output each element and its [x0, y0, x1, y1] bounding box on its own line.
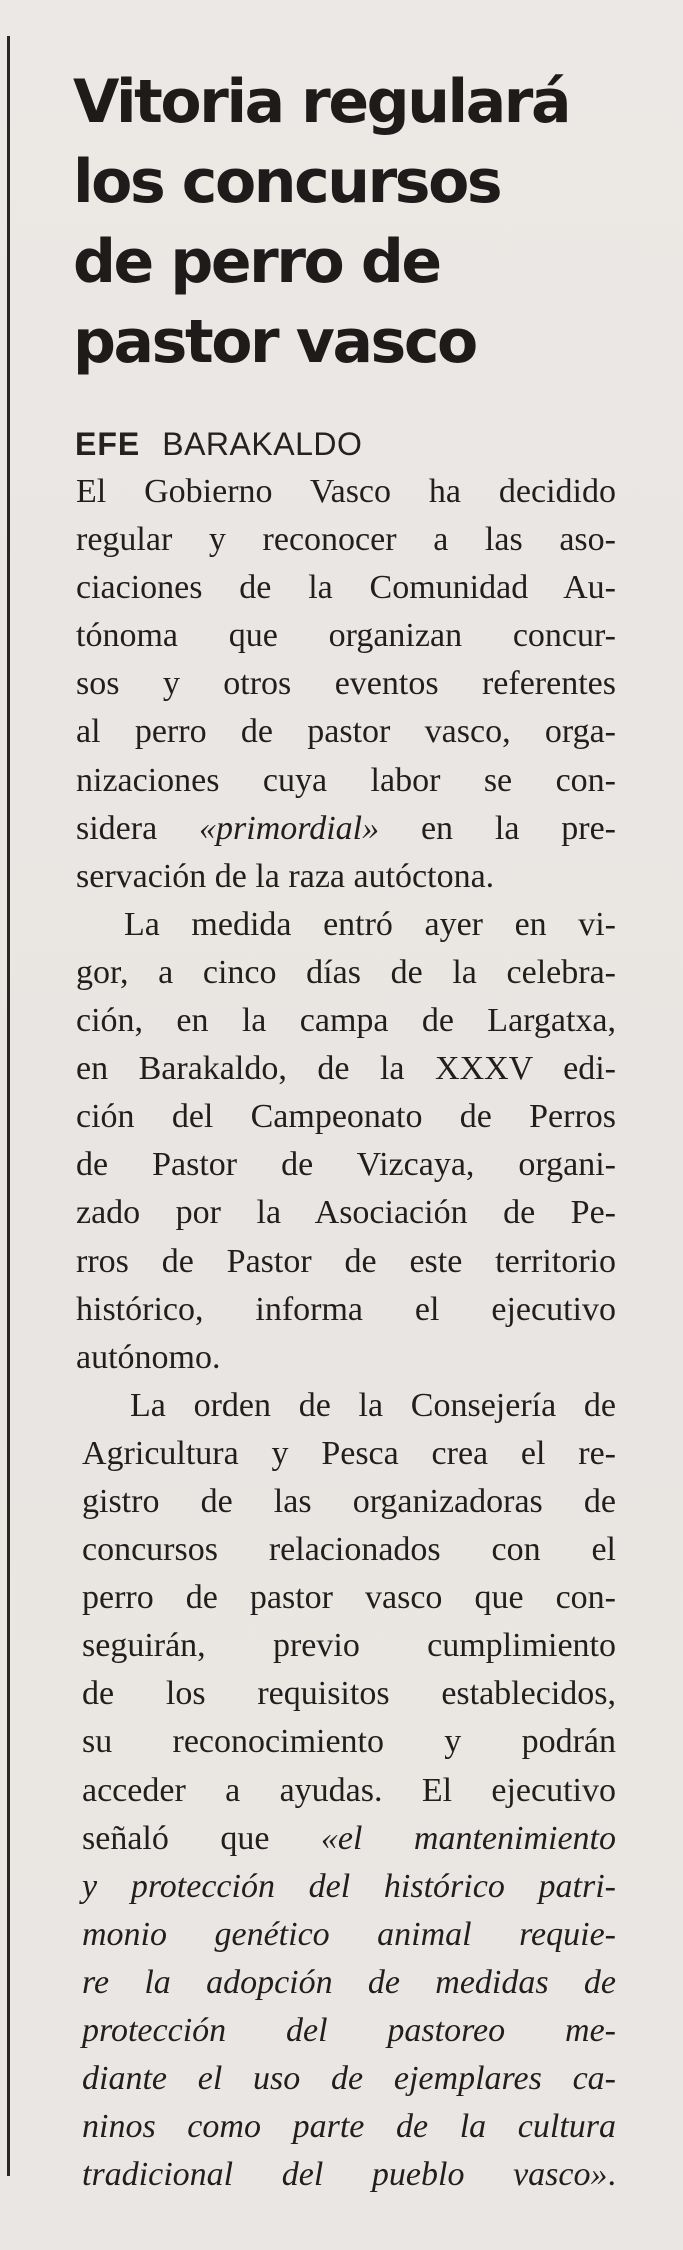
text-line: ción, en la campa de Largatxa, — [76, 1002, 616, 1040]
text-line: nizaciones cuya labor se con- — [76, 761, 616, 799]
text-line: rros de Pastor de este territorio — [76, 1242, 616, 1280]
text-line: histórico, informa el ejecutivo — [76, 1290, 616, 1328]
text-line: gor, a cinco días de la celebra- — [76, 953, 616, 991]
text-line: La orden de la Consejería de — [130, 1386, 616, 1424]
text-line: de los requisitos establecidos, — [82, 1675, 616, 1713]
text-line: concursos relacionados con el — [82, 1531, 616, 1569]
headline-line: Vitoria regulará — [73, 67, 570, 137]
text-line: re la adopción de medidas de — [82, 1963, 616, 2001]
headline-line: pastor vasco — [73, 307, 476, 377]
headline-line: los concursos — [73, 147, 501, 217]
text-line: su reconocimiento y podrán — [82, 1723, 616, 1761]
quote-italic: «primordial» — [199, 809, 380, 847]
headline — [73, 62, 653, 382]
text-line: ción del Campeonato de Perros — [76, 1098, 616, 1136]
paragraph — [76, 901, 616, 1382]
text-line — [82, 2151, 616, 2199]
text-line: gistro de las organizadoras de — [82, 1482, 616, 1520]
text-line: El Gobierno Vasco ha decidido — [76, 473, 616, 510]
text-line: al perro de pastor vasco, orga- — [76, 713, 616, 751]
text-line: La medida entró ayer en vi- — [124, 905, 616, 943]
text-line: seguirán, previo cumplimiento — [82, 1627, 616, 1665]
text-line: protección del pastoreo me- — [82, 2012, 616, 2049]
text-line: perro de pastor vasco que con- — [82, 1579, 616, 1617]
text-line: ciaciones de la Comunidad Au- — [76, 569, 616, 607]
text-line: de Pastor de Vizcaya, organi- — [76, 1146, 616, 1184]
column-rule — [7, 36, 10, 2176]
text-segment: en la pre- — [420, 809, 617, 847]
paragraph — [76, 468, 616, 901]
headline-line: de perro de — [73, 227, 440, 297]
text-segment: sidera — [76, 809, 158, 847]
dateline-location: BARAKALDO — [162, 426, 363, 462]
text-line: tónoma que organizan concur- — [76, 617, 616, 655]
text-line: diante el uso de ejemplares ca- — [82, 2060, 616, 2098]
quote-italic: «el mantenimiento — [320, 1819, 617, 1857]
paragraph — [76, 1382, 616, 2200]
text-line: en Barakaldo, de la XXXV edi- — [76, 1050, 616, 1088]
text-line: y protección del histórico patri- — [82, 1867, 616, 1905]
text-segment: señaló que — [82, 1819, 270, 1857]
text-line: autónomo. — [76, 1338, 221, 1376]
text-line: regular y reconocer a las aso- — [76, 521, 616, 559]
text-line: ninos como parte de la cultura — [82, 2108, 616, 2146]
text-line: monio genético animal requie- — [82, 1915, 616, 1953]
article-body — [76, 468, 616, 2199]
text-line: sos y otros eventos referentes — [76, 665, 616, 703]
text-line — [76, 805, 616, 853]
text-line: Agricultura y Pesca crea el re- — [82, 1434, 616, 1472]
text-line: zado por la Asociación de Pe- — [76, 1194, 616, 1232]
text-segment: . — [607, 2156, 616, 2194]
text-line: acceder a ayudas. El ejecutivo — [82, 1771, 616, 1809]
news-agency: EFE — [75, 426, 141, 462]
text-line — [82, 1815, 616, 1863]
byline — [75, 424, 362, 464]
text-line: servación de la raza autóctona. — [76, 857, 495, 895]
quote-italic: tradicional del pueblo vasco» — [82, 2156, 608, 2194]
